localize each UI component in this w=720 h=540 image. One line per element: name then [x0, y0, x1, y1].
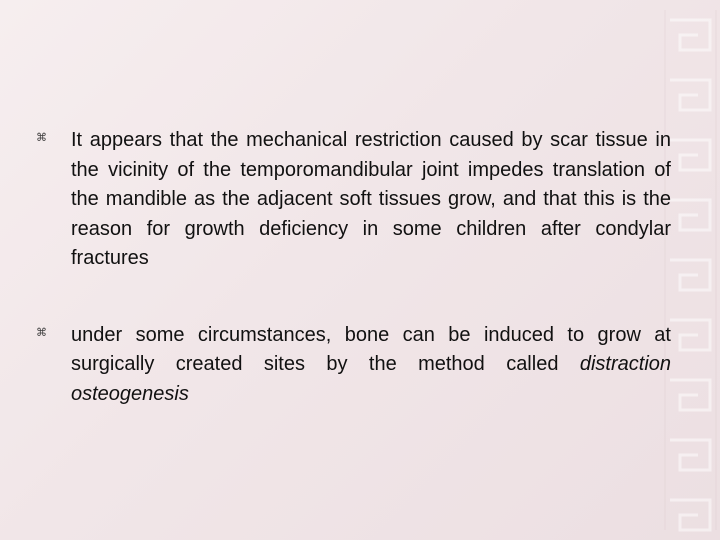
bullet-list	[36, 126, 671, 456]
command-key-icon: ⌘	[36, 326, 47, 339]
bullet-text-emphasis: distraction osteogenesis	[71, 353, 672, 405]
bullet-text-main: under some circumstances, bone can be induced to grow at surgically created sites by the method called	[71, 323, 671, 375]
bullet-item	[36, 126, 671, 274]
bullet-text: It appears that the mechanical restriction caused by scar tissue in the vicinity of the temporomandibular joint impedes translation of the mandible as the adjacent soft tissues grow, and that this is the reason for growth deficiency in some children after condylar fractures	[71, 129, 671, 269]
command-key-icon: ⌘	[36, 132, 47, 144]
bullet-item	[36, 321, 671, 410]
bullet-text	[71, 321, 671, 410]
